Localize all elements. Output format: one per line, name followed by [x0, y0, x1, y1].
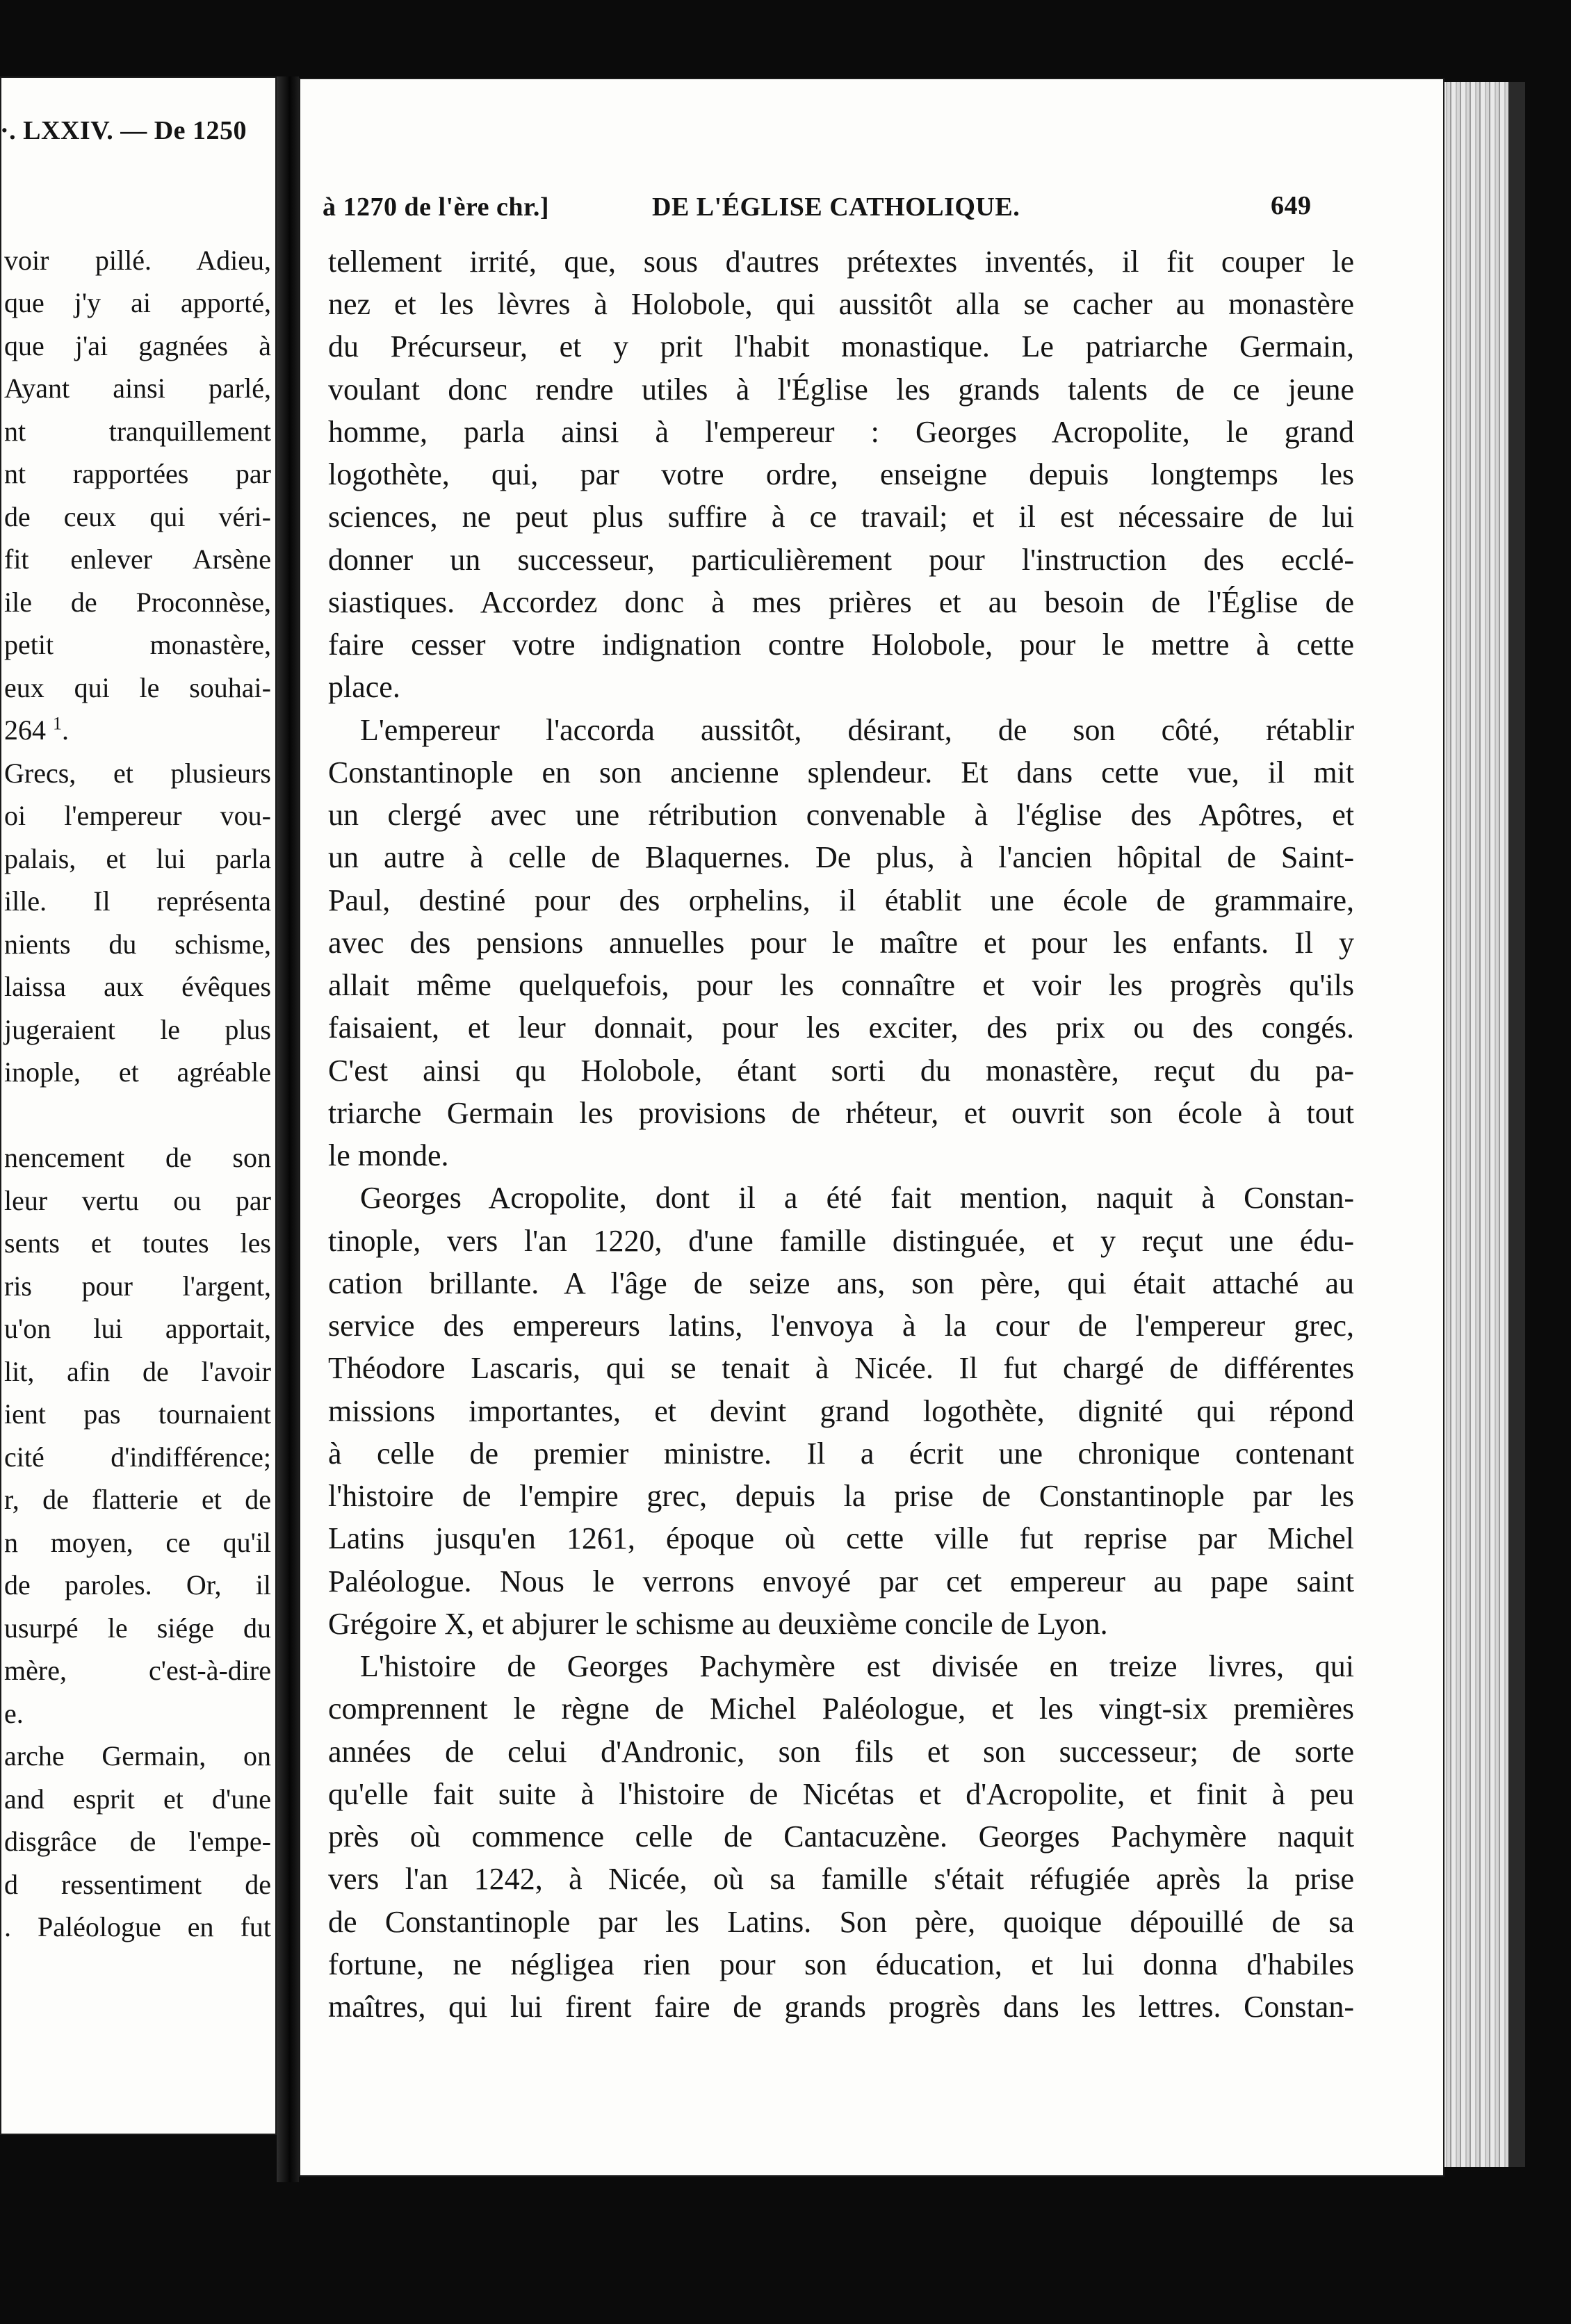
text-line: logothète, qui, par votre ordre, enseigne depuis longtemps les	[328, 457, 1354, 491]
book-gutter	[277, 76, 299, 2182]
text-line: Paléologue. Nous le verrons envoyé par cet empereur au pape saint	[328, 1564, 1354, 1598]
text-line: fit enlever Arsène	[4, 543, 271, 575]
text-line: Grégoire X, et abjurer le schisme au deuxième concile de Lyon.	[328, 1607, 1108, 1641]
right-running-head-title: DE L'ÉGLISE CATHOLIQUE.	[652, 193, 1020, 222]
text-line: l'histoire de l'empire grec, depuis la prise de Constantinople par les	[328, 1479, 1354, 1513]
text-line: faire cesser votre indignation contre Holobole, pour le mettre à cette	[328, 628, 1354, 662]
text-line: ris pour l'argent,	[4, 1270, 271, 1302]
text-line: and esprit et d'une	[4, 1783, 271, 1815]
text-fragment: 264	[4, 714, 46, 746]
text-line: . Paléologue en fut	[4, 1911, 271, 1942]
text-line: eux qui le souhai-	[4, 672, 271, 703]
text-line: faisaient, et leur donnait, pour les exciter, des prix ou des congés.	[328, 1010, 1354, 1045]
text-line: ille. Il représenta	[4, 885, 271, 917]
text-line: maîtres, qui lui firent faire de grands progrès dans les lettres. Constan-	[328, 1990, 1354, 2024]
text-line: vers l'an 1242, à Nicée, où sa famille s'était réfugiée après la prise	[328, 1862, 1354, 1896]
page-number: 649	[1271, 191, 1312, 220]
text-line: que j'ai gagnées à	[4, 330, 271, 361]
text-line: laissa aux évêques	[4, 971, 271, 1002]
text-line: e.	[4, 1698, 24, 1729]
text-line: cité d'indifférence;	[4, 1441, 271, 1473]
text-line: fortune, ne négligea rien pour son éducation, et lui donna d'habiles	[328, 1947, 1354, 1981]
text-line: nencement de son	[4, 1142, 271, 1173]
paragraph-start: L'empereur l'accorda aussitôt, désirant, de son côté, rétablir	[360, 713, 1354, 747]
text-line: Latins jusqu'en 1261, époque où cette ville fut reprise par Michel	[328, 1521, 1354, 1555]
text-line: tellement irrité, que, sous d'autres prétextes inventés, il fit couper le	[328, 245, 1354, 279]
text-line: C'est ainsi qu Holobole, étant sorti du monastère, reçut du pa-	[328, 1054, 1354, 1088]
text-line: nt rapportées par	[4, 458, 271, 489]
text-line: service des empereurs latins, l'envoya à la cour de l'empereur grec,	[328, 1309, 1354, 1343]
text-line: avec des pensions annuelles pour le maître et pour les enfants. Il y	[328, 926, 1354, 960]
text-line: n moyen, ce qu'il	[4, 1527, 271, 1558]
text-line: ile de Proconnèse,	[4, 587, 271, 618]
text-line: leur vertu ou par	[4, 1185, 271, 1216]
text-line: tinople, vers l'an 1220, d'une famille distinguée, et y reçut une édu-	[328, 1224, 1354, 1258]
text-line: place.	[328, 670, 400, 704]
text-line: usurpé le siége du	[4, 1612, 271, 1644]
text-line: allait même quelquefois, pour les connaître et voir les progrès qu'ils	[328, 968, 1354, 1002]
text-line: un autre à celle de Blaquernes. De plus, à l'ancien hôpital de Saint-	[328, 840, 1354, 874]
text-line: r, de flatterie et de	[4, 1484, 271, 1515]
text-line: u'on lui apportait,	[4, 1313, 271, 1344]
text-line: palais, et lui parla	[4, 843, 271, 874]
left-running-head: ·. LXXIV. — De 1250	[0, 116, 247, 145]
text-line: voir pillé. Adieu,	[4, 245, 271, 276]
text-line: Paul, destiné pour des orphelins, il établit une école de grammaire,	[328, 883, 1354, 917]
text-line: oi l'empereur vou-	[4, 800, 271, 831]
text-line: arche Germain, on	[4, 1740, 271, 1771]
text-line: donner un successeur, particulièrement pour l'instruction des ecclé-	[328, 543, 1354, 577]
text-line: voulant donc rendre utiles à l'Église les grands talents de ce jeune	[328, 373, 1354, 407]
text-line: sents et toutes les	[4, 1227, 271, 1259]
text-line: nients du schisme,	[4, 928, 271, 960]
text-line: Constantinople en son ancienne splendeur. Et dans cette vue, il mit	[328, 755, 1354, 789]
text-line: inople, et agréable	[4, 1056, 271, 1088]
text-line: disgrâce de l'empe-	[4, 1826, 271, 1857]
text-line: le monde.	[328, 1138, 449, 1172]
text-line: qu'elle fait suite à l'histoire de Nicétas et d'Acropolite, et finit à peu	[328, 1777, 1354, 1811]
text-line: près où commence celle de Cantacuzène. Georges Pachymère naquit	[328, 1819, 1354, 1854]
text-line: nt tranquillement	[4, 416, 271, 447]
text-line: à celle de premier ministre. Il a écrit une chronique contenant	[328, 1437, 1354, 1471]
text-line: homme, parla ainsi à l'empereur : Georges Acropolite, le grand	[328, 415, 1354, 449]
text-line: Théodore Lascaris, qui se tenait à Nicée. Il fut chargé de différentes	[328, 1351, 1354, 1385]
text-line: comprennent le règne de Michel Paléologue, et les vingt-six premières	[328, 1692, 1354, 1726]
text-line: missions importantes, et devint grand logothète, dignité qui répond	[328, 1394, 1354, 1428]
text-line: d ressentiment de	[4, 1869, 271, 1900]
text-line: ient pas tournaient	[4, 1398, 271, 1430]
page-edges-shadow	[1508, 82, 1525, 2167]
text-line: lit, afin de l'avoir	[4, 1356, 271, 1387]
text-line: de paroles. Or, il	[4, 1569, 271, 1601]
text-line-with-footnote	[4, 709, 271, 751]
paragraph-start: Georges Acropolite, dont il a été fait mention, naquit à Constan-	[360, 1181, 1354, 1215]
text-line: nez et les lèvres à Holobole, qui aussitôt alla se cacher au monastère	[328, 287, 1354, 321]
text-line: mère, c'est-à-dire	[4, 1655, 271, 1686]
footnote-mark: 1	[53, 713, 62, 734]
paragraph-start: L'histoire de Georges Pachymère est divisée en treize livres, qui	[360, 1649, 1354, 1683]
text-line: de ceux qui véri-	[4, 501, 271, 532]
text-line: années de celui d'Andronic, son fils et son successeur; de sorte	[328, 1735, 1354, 1769]
text-line: Ayant ainsi parlé,	[4, 373, 271, 404]
text-line: triarche Germain les provisions de rhéteur, et ouvrit son école à tout	[328, 1096, 1354, 1130]
text-fragment: .	[62, 714, 69, 746]
text-line: un clergé avec une rétribution convenable à l'église des Apôtres, et	[328, 798, 1354, 832]
text-line: Grecs, et plusieurs	[4, 758, 271, 789]
text-line: que j'y ai apporté,	[4, 287, 271, 318]
text-line: siastiques. Accordez donc à mes prières et au besoin de l'Église de	[328, 585, 1354, 619]
text-line: jugeraient le plus	[4, 1014, 271, 1045]
right-running-head-date: à 1270 de l'ère chr.]	[323, 193, 550, 222]
text-line: de Constantinople par les Latins. Son père, quoique dépouillé de sa	[328, 1905, 1354, 1939]
text-line: sciences, ne peut plus suffire à ce travail; et il est nécessaire de lui	[328, 500, 1354, 534]
text-line: petit monastère,	[4, 629, 271, 660]
text-line: cation brillante. A l'âge de seize ans, son père, qui était attaché au	[328, 1266, 1354, 1300]
text-line: du Précurseur, et y prit l'habit monastique. Le patriarche Germain,	[328, 329, 1354, 363]
